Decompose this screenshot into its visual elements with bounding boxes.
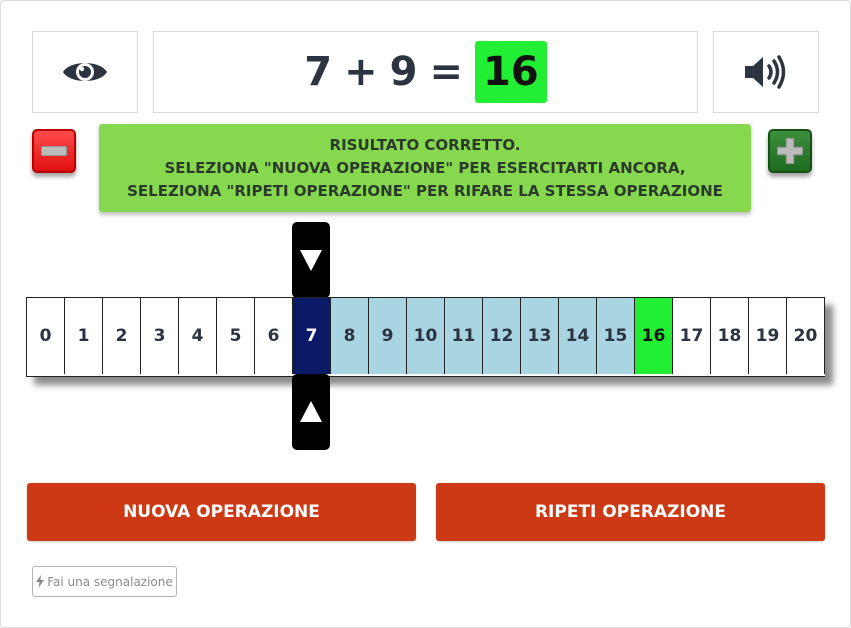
increase-button[interactable] (768, 129, 812, 173)
repeat-operation-button[interactable]: RIPETI OPERAZIONE (436, 483, 825, 541)
report-label: Fai una segnalazione (47, 574, 173, 589)
equation (304, 41, 546, 103)
number-cell-15[interactable]: 15 (597, 298, 635, 374)
move-up-button[interactable] (292, 374, 330, 450)
number-cell-6[interactable]: 6 (255, 298, 293, 374)
number-cell-0[interactable]: 0 (27, 298, 65, 374)
number-cell-9[interactable]: 9 (369, 298, 407, 374)
answer-value: 16 (475, 41, 547, 103)
number-cell-12[interactable]: 12 (483, 298, 521, 374)
operator: + (344, 49, 378, 95)
message-line-2: SELEZIONA "NUOVA OPERAZIONE" PER ESERCITARTI ANCORA, (164, 158, 686, 177)
equation-panel (153, 31, 698, 113)
number-cell-11[interactable]: 11 (445, 298, 483, 374)
show-hint-button[interactable] (32, 31, 138, 113)
number-cell-5[interactable]: 5 (217, 298, 255, 374)
number-cell-4[interactable]: 4 (179, 298, 217, 374)
number-cell-1[interactable]: 1 (65, 298, 103, 374)
number-cell-14[interactable]: 14 (559, 298, 597, 374)
speaker-icon (743, 54, 789, 90)
number-cell-3[interactable]: 3 (141, 298, 179, 374)
number-cell-20[interactable]: 20 (787, 298, 825, 374)
plus-icon (777, 138, 803, 164)
number-cell-7[interactable]: 7 (293, 298, 331, 374)
result-message (99, 124, 751, 212)
new-operation-button[interactable]: NUOVA OPERAZIONE (27, 483, 416, 541)
number-cell-8[interactable]: 8 (331, 298, 369, 374)
number-cell-10[interactable]: 10 (407, 298, 445, 374)
number-cell-16[interactable]: 16 (635, 298, 673, 374)
operand-b: 9 (389, 49, 418, 95)
report-button[interactable] (32, 566, 177, 597)
minus-icon (41, 146, 67, 156)
number-cell-13[interactable]: 13 (521, 298, 559, 374)
eye-icon (62, 57, 108, 87)
message-line-1: RISULTATO CORRETTO. (329, 135, 521, 154)
bolt-icon (36, 575, 44, 588)
triangle-up-icon (299, 400, 323, 424)
number-cell-19[interactable]: 19 (749, 298, 787, 374)
move-down-button[interactable] (292, 222, 330, 298)
number-line (26, 297, 825, 377)
audio-button[interactable] (713, 31, 819, 113)
number-cell-17[interactable]: 17 (673, 298, 711, 374)
message-line-3: SELEZIONA "RIPETI OPERAZIONE" PER RIFARE LA STESSA OPERAZIONE (127, 181, 723, 200)
equals-sign: = (429, 49, 464, 95)
decrease-button[interactable] (32, 129, 76, 173)
number-cell-18[interactable]: 18 (711, 298, 749, 374)
triangle-down-icon (299, 248, 323, 272)
operand-a: 7 (304, 49, 333, 95)
number-cell-2[interactable]: 2 (103, 298, 141, 374)
